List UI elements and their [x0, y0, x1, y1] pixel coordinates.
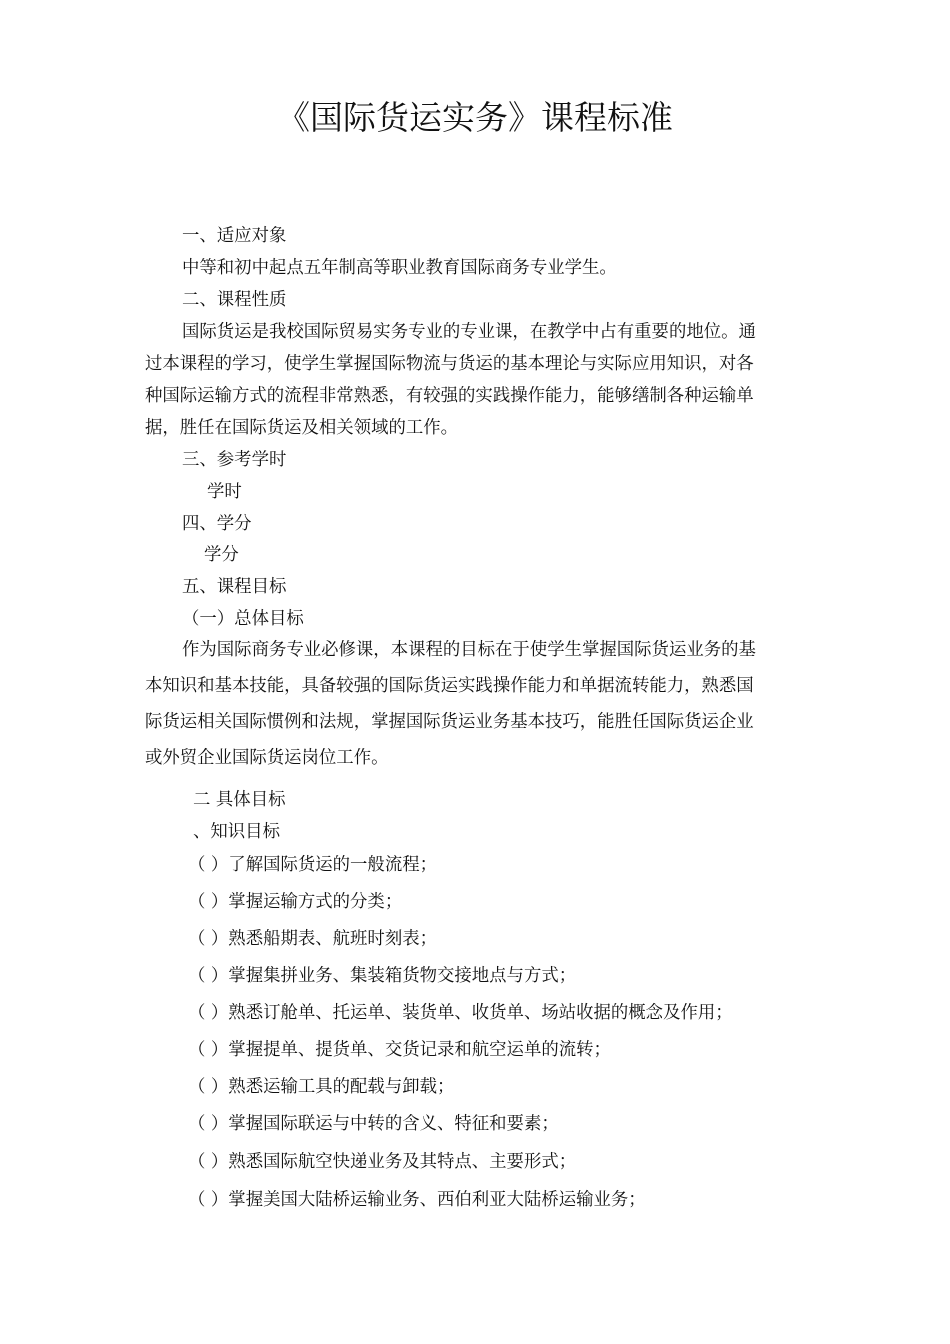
knowledge-item: （ ）熟悉运输工具的配载与卸载； [188, 1077, 455, 1097]
paragraph-line: 据，胜任在国际货运及相关领域的工作。 [145, 418, 459, 438]
subheading-overall-objectives: （一）总体目标 [182, 609, 304, 629]
paragraph-line: 际货运相关国际惯例和法规，掌握国际货运业务基本技巧，能胜任国际货运企业 [145, 712, 754, 732]
paragraph-line: 作为国际商务专业必修课，本课程的目标在于使学生掌握国际货运业务的基 [182, 640, 756, 660]
paragraph-line: 或外贸企业国际货运岗位工作。 [145, 748, 389, 768]
knowledge-item: （ ）掌握集拼业务、集装箱货物交接地点与方式； [188, 966, 577, 986]
knowledge-item: （ ）了解国际货运的一般流程； [188, 855, 437, 875]
section-heading-objectives: 五、课程目标 [182, 577, 287, 597]
subheading-knowledge-objectives: 、知识目标 [193, 822, 280, 842]
hours-text: 学时 [207, 482, 242, 502]
paragraph-line: 本知识和基本技能，具备较强的国际货运实践操作能力和单据流转能力，熟悉国 [145, 676, 754, 696]
section-heading-credits: 四、学分 [182, 514, 252, 534]
knowledge-item: （ ）熟悉船期表、航班时刻表； [188, 929, 437, 949]
section-heading-nature: 二、课程性质 [182, 290, 287, 310]
paragraph-line: 种国际运输方式的流程非常熟悉，有较强的实践操作能力，能够缮制各种运输单 [145, 386, 754, 406]
overall-objectives-paragraph [145, 632, 809, 776]
document-title: 《国际货运实务》课程标准 [277, 98, 673, 137]
subheading-specific-objectives: 二 具体目标 [193, 790, 286, 810]
knowledge-item: （ ）熟悉国际航空快递业务及其特点、主要形式； [188, 1152, 577, 1172]
section-heading-audience: 一、适应对象 [182, 226, 287, 246]
knowledge-item: （ ）掌握运输方式的分类； [188, 892, 403, 912]
paragraph-line: 国际货运是我校国际贸易实务专业的专业课，在教学中占有重要的地位。通 [182, 322, 756, 342]
knowledge-item: （ ）掌握美国大陆桥运输业务、西伯利亚大陆桥运输业务； [188, 1190, 646, 1210]
credits-text: 学分 [204, 545, 239, 565]
audience-text: 中等和初中起点五年制高等职业教育国际商务专业学生。 [182, 258, 617, 278]
knowledge-item: （ ）掌握国际联运与中转的含义、特征和要素； [188, 1114, 559, 1134]
paragraph-line: 过本课程的学习，使学生掌握国际物流与货运的基本理论与实际应用知识，对各 [145, 354, 754, 374]
section-heading-hours: 三、参考学时 [182, 450, 287, 470]
knowledge-item: （ ）掌握提单、提货单、交货记录和航空运单的流转； [188, 1040, 611, 1060]
nature-paragraph [145, 316, 809, 444]
knowledge-item: （ ）熟悉订舱单、托运单、装货单、收货单、场站收据的概念及作用； [188, 1003, 733, 1023]
